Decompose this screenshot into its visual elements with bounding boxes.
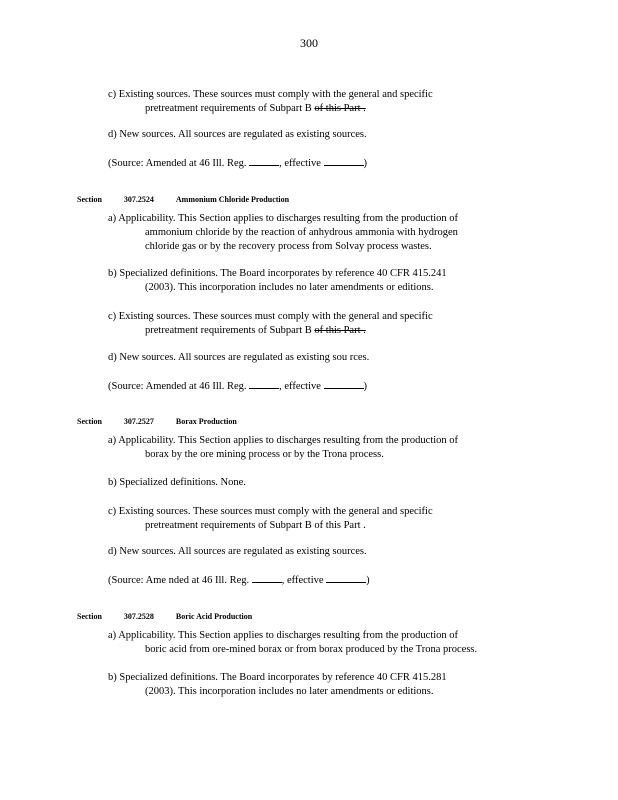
section-number: 307.2527 bbox=[123, 417, 154, 426]
new-sources-paragraph: d) New sources. All sources are regulated as existing sources. bbox=[108, 129, 367, 140]
new-sources-paragraph: d) New sources. All sources are regulated as existing sou rces. bbox=[108, 352, 370, 363]
paragraph-line: b) Specialized definitions. The Board incorporates by reference 40 CFR 415.281 bbox=[108, 672, 447, 683]
blank-line bbox=[249, 156, 279, 166]
struck-text: of this Part . bbox=[314, 103, 366, 114]
section-number: 307.2524 bbox=[123, 195, 154, 204]
paragraph-line: b) Specialized definitions. The Board incorporates by reference 40 CFR 415.241 bbox=[108, 268, 447, 279]
definitions-paragraph bbox=[108, 671, 528, 699]
section-title: Borax Production bbox=[175, 417, 237, 426]
definitions-paragraph bbox=[108, 267, 528, 295]
existing-sources-paragraph bbox=[108, 310, 528, 338]
blank-line bbox=[249, 379, 279, 389]
applicability-paragraph bbox=[108, 629, 528, 657]
section-title: Ammonium Chloride Production bbox=[175, 195, 290, 204]
paragraph-line: c) Existing sources. These sources must comply with the general and specific bbox=[108, 506, 433, 517]
paragraph-line: pretreatment requirements of Subpart B bbox=[145, 325, 315, 336]
section-title: Boric Acid Production bbox=[175, 612, 253, 621]
new-sources-paragraph: d) New sources. All sources are regulated as existing sources. bbox=[108, 546, 367, 557]
paragraph-line: c) Existing sources. These sources must comply with the general and specific bbox=[108, 89, 433, 100]
paragraph-line: pretreatment requirements of Subpart B of this Part . bbox=[145, 520, 366, 531]
paragraph-line: boric acid from ore-mined borax or from borax produced by the Trona process. bbox=[145, 644, 478, 655]
blank-line bbox=[324, 156, 364, 166]
source-note: (Source: Amended at 46 Ill. Reg. , effective ) bbox=[108, 158, 368, 169]
paragraph-line: c) Existing sources. These sources must comply with the general and specific bbox=[108, 311, 433, 322]
paragraph-line: a) Applicability. This Section applies to discharges resulting from the production of bbox=[108, 213, 459, 224]
paragraph-line: ammonium chloride by the reaction of anhydrous ammonia with hydrogen bbox=[145, 227, 458, 238]
paragraph-line: chloride gas or by the recovery process from Solvay process wastes. bbox=[145, 241, 432, 252]
applicability-paragraph bbox=[108, 212, 528, 254]
section-label: Section bbox=[77, 417, 102, 426]
section-number: 307.2528 bbox=[123, 612, 154, 621]
blank-line bbox=[324, 379, 364, 389]
definitions-paragraph: b) Specialized definitions. None. bbox=[108, 477, 246, 488]
page-number: 300 bbox=[300, 36, 318, 50]
section-heading bbox=[73, 186, 289, 204]
section-heading bbox=[73, 603, 252, 621]
paragraph-line: borax by the ore mining process or by the Trona process. bbox=[145, 449, 384, 460]
source-note: (Source: Amended at 46 Ill. Reg. , effective ) bbox=[108, 381, 368, 392]
paragraph-line: a) Applicability. This Section applies to discharges resulting from the production of bbox=[108, 630, 459, 641]
existing-sources-paragraph bbox=[108, 88, 528, 116]
paragraph-line: pretreatment requirements of Subpart B bbox=[145, 103, 315, 114]
paragraph-line: a) Applicability. This Section applies to discharges resulting from the production of bbox=[108, 435, 459, 446]
struck-text: of this Part . bbox=[314, 325, 366, 336]
applicability-paragraph bbox=[108, 434, 528, 462]
paragraph-line: (2003). This incorporation includes no later amendments or editions. bbox=[145, 686, 434, 697]
blank-line bbox=[252, 573, 282, 583]
section-label: Section bbox=[77, 195, 102, 204]
source-note: (Source: Ame nded at 46 Ill. Reg. , effective ) bbox=[108, 575, 370, 586]
blank-line bbox=[326, 573, 366, 583]
existing-sources-paragraph bbox=[108, 505, 528, 533]
section-heading bbox=[73, 408, 237, 426]
paragraph-line: (2003). This incorporation includes no later amendments or editions. bbox=[145, 282, 434, 293]
section-label: Section bbox=[77, 612, 102, 621]
